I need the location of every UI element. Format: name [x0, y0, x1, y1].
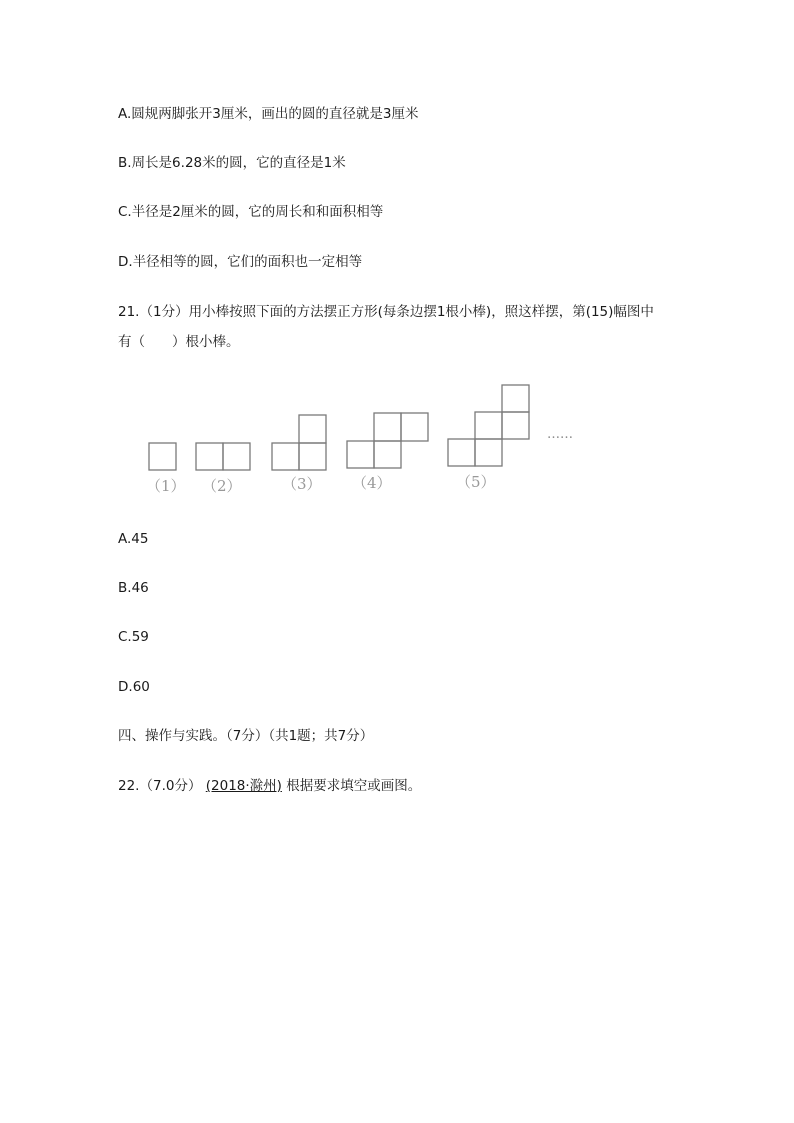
figure-5-square — [502, 385, 529, 412]
option-text: 圆规两脚张开3厘米，画出的圆的直径就是3厘米 — [131, 106, 419, 122]
figure-caption-2: （2） — [202, 477, 242, 495]
option-a — [118, 105, 418, 123]
q21-stem-line2 — [118, 333, 240, 351]
figure-4-square — [401, 413, 428, 441]
q21-option-b — [118, 579, 149, 597]
figure-5-square — [448, 439, 475, 466]
option-text: 周长是6.28米的圆，它的直径是1米 — [131, 155, 346, 171]
figure-caption-5: （5） — [456, 473, 496, 491]
option-text: 60 — [132, 679, 150, 695]
option-label: C. — [118, 629, 132, 645]
figure-3-square — [299, 443, 326, 470]
q21-score: （1分） — [139, 304, 189, 320]
q21-text-2: 有（ ）根小棒。 — [118, 334, 240, 350]
figure-2-square — [196, 443, 223, 470]
option-label: A. — [118, 531, 132, 547]
figure-2-square — [223, 443, 250, 470]
q21-option-a — [118, 530, 148, 548]
figure-ellipsis: …… — [547, 427, 573, 442]
q22-stem — [118, 777, 421, 795]
q21-option-c — [118, 628, 149, 646]
option-label: B. — [118, 580, 132, 596]
option-label: B. — [118, 155, 132, 171]
figure-4-square — [374, 413, 401, 441]
figure-caption-3: （3） — [282, 475, 322, 493]
option-label: C. — [118, 204, 132, 220]
section-heading — [118, 727, 373, 745]
section-meta: （共1题；共7分） — [268, 728, 374, 744]
section-title: 四、操作与实践。（7分） — [118, 728, 269, 744]
q22-text: 根据要求填空或画图。 — [286, 778, 422, 794]
option-text: 半径是2厘米的圆，它的周长和和面积相等 — [131, 204, 384, 220]
option-text: 46 — [131, 580, 149, 596]
q21-number: 21. — [118, 304, 140, 320]
option-text: 59 — [131, 629, 149, 645]
figure-caption-4: （4） — [352, 474, 392, 492]
option-d — [118, 253, 362, 271]
figure-3-square — [299, 415, 326, 443]
q22-source-link[interactable]: (2018·滁州) — [205, 778, 282, 794]
option-label: D. — [118, 679, 133, 695]
option-label: A. — [118, 106, 132, 122]
figure-5-square — [475, 412, 502, 439]
q21-stem-line1 — [118, 303, 654, 321]
q22-score: （7.0分） — [139, 778, 202, 794]
option-c — [118, 203, 383, 221]
option-b — [118, 154, 346, 172]
figure-4-square — [374, 441, 401, 468]
figure-3-square — [272, 443, 299, 470]
q21-text-1: 用小棒按照下面的方法摆正方形(每条边摆1根小棒)，照这样摆，第(15)幅图中 — [188, 304, 654, 320]
figure-1-square — [149, 443, 176, 470]
figure-5-square — [502, 412, 529, 439]
matchstick-squares-figure — [140, 380, 610, 500]
figure-caption-1: （1） — [146, 477, 186, 495]
figure-5-square — [475, 439, 502, 466]
option-text: 45 — [131, 531, 149, 547]
option-label: D. — [118, 254, 133, 270]
q22-number: 22. — [118, 778, 140, 794]
q21-option-d — [118, 678, 150, 696]
option-text: 半径相等的圆，它们的面积也一定相等 — [132, 254, 363, 270]
figure-4-square — [347, 441, 374, 468]
